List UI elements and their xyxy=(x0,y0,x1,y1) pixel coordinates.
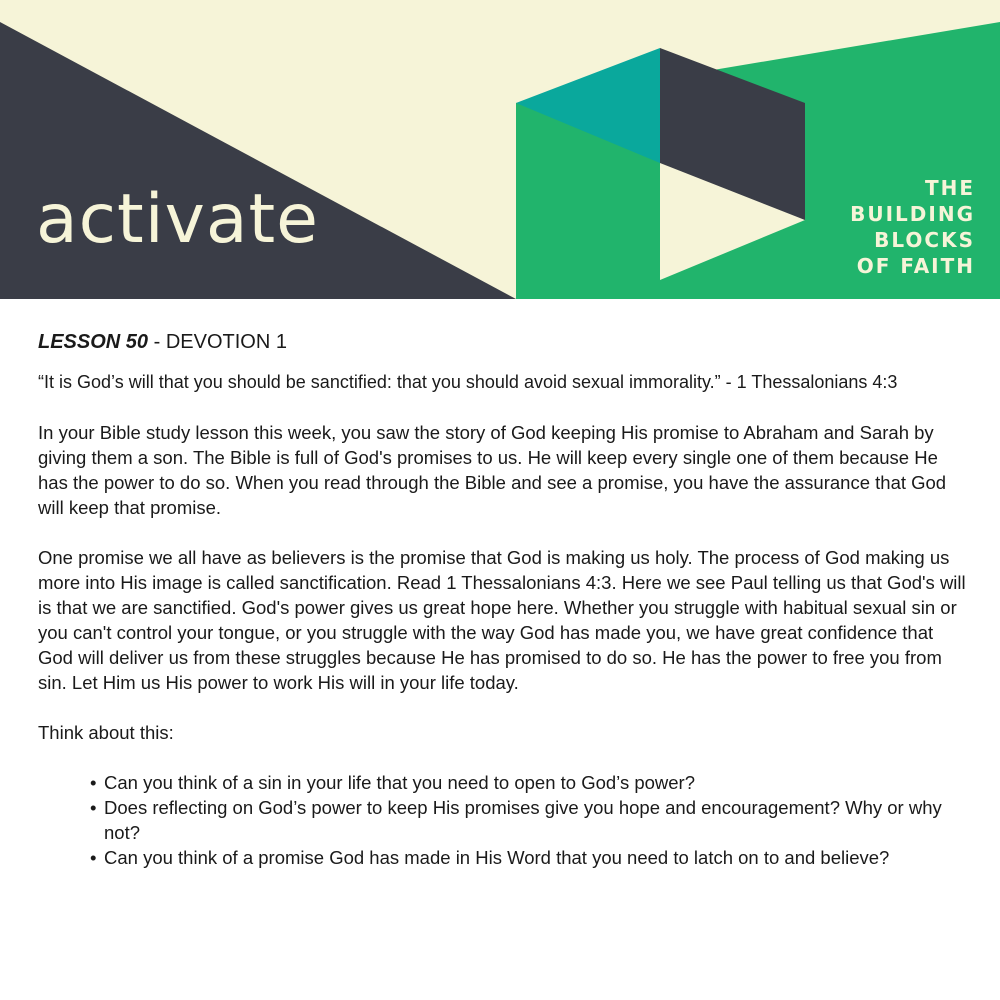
series-line: OF FAITH xyxy=(856,254,975,278)
question-item: • Can you think of a sin in your life that you need to open to God’s power? xyxy=(90,770,968,795)
series-line: BUILDING xyxy=(850,202,975,226)
devotion-number: DEVOTION 1 xyxy=(165,331,287,353)
body-paragraph: In your Bible study lesson this week, you saw the story of God keeping His promise to Abraham and Sarah by giving them a son. The Bible is full of God's promises to us. He will keep every single one of them because He has the power to do so. When you read through the Bible and see a promise, you have the assurance that God will keep that promise. xyxy=(38,422,947,518)
key-verse: “It is God’s will that you should be sanctified: that you should avoid sexual immorality.” - 1 Thessalonians 4:3 xyxy=(38,372,898,392)
lesson-heading xyxy=(38,330,968,355)
activate-title: activate xyxy=(36,180,320,259)
header-banner xyxy=(0,0,1000,299)
think-about-label: Think about this: xyxy=(38,722,174,743)
body-paragraph: One promise we all have as believers is the promise that God is making us holy. The process of God making us more into His image is called sanctification. Read 1 Thessalonians 4:3. Here we see Paul telling us that God's will is that we are sanctified. God's power gives us great hope here. Whether you struggle with habitual sexual sin or you can't control your tongue, or you struggle with the way God has made you, we have great confidence that God will deliver us from these struggles because He has promised to do so. He has the power to free you from sin. Let Him us His power to work His will in your life today. xyxy=(38,547,966,693)
series-title xyxy=(755,175,975,279)
series-line: THE xyxy=(924,176,975,200)
lesson-separator: - xyxy=(148,331,166,353)
question-item: • Can you think of a promise God has made in His Word that you need to latch on to and believe? xyxy=(90,845,968,870)
series-line: BLOCKS xyxy=(874,228,975,252)
lesson-number: LESSON 50 xyxy=(38,331,149,353)
question-item: • Does reflecting on God’s power to keep His promises give you hope and encouragement? Why or why not? xyxy=(90,795,968,845)
question-list xyxy=(38,770,968,870)
devotion-content xyxy=(38,330,968,870)
